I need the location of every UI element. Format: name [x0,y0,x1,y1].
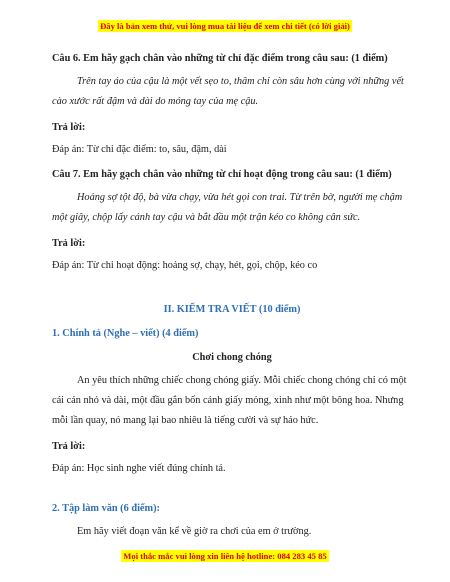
question-6-passage: Trên tay áo của cậu là một vết sẹo to, thâm chỉ còn sâu hơn cùng với những vết cào xước rất đậm và dài do móng tay của mẹ cậu. [52,76,404,107]
preview-notice-text: Đây là bản xem thử, vui lòng mua tài liệu để xem chi tiết (có lời giải) [100,21,350,31]
part-1-answer-label: Trả lời: [52,441,86,452]
section-2-heading: II. KIỂM TRA VIẾT (10 điểm) [163,304,301,315]
part-2-heading: 2. Tập làm văn (6 điểm): [52,503,160,514]
question-7-passage: Hoảng sợ tột độ, bà vừa chạy, vừa hét gọi con trai. Từ trên bờ, người mẹ chậm một giây, chộp lấy cánh tay cậu và bắt đầu một trận kéo co không cân sức. [52,192,403,223]
document-content [52,40,412,542]
part-1-heading: 1. Chính tả (Nghe – viết) (4 điểm) [52,328,199,339]
question-6-answer: Đáp án: Từ chỉ đặc điểm: to, sâu, đậm, dài [52,144,227,155]
question-7-title: Câu 7. Em hãy gạch chân vào những từ chỉ hoạt động trong câu sau: (1 điểm) [52,169,392,180]
question-6-title: Câu 6. Em hãy gạch chân vào những từ chỉ đặc điểm trong câu sau: (1 điểm) [52,53,388,64]
question-6-answer-label: Trả lời: [52,122,86,133]
part-2-prompt: Em hãy viết đoạn văn kể về giờ ra chơi của em ở trường. [77,526,312,537]
question-7-answer: Đáp án: Từ chỉ hoạt động: hoảng sợ, chạy, hét, gọi, chộp, kéo co [52,260,318,271]
preview-notice-banner [0,16,450,34]
dictation-text: An yêu thích những chiếc chong chóng giấy. Mỗi chiếc chong chóng chỉ có một cái cán nhỏ và dài, một đầu gắn bốn cánh giấy mỏng, xinh như một bông hoa. Nhưng mỗi lần quay, nó mang lại bao nhiêu là tiếng cười và sự háo hức. [52,375,407,426]
question-7-answer-label: Trả lời: [52,238,86,249]
dictation-title: Chơi chong chóng [192,352,272,363]
hotline-notice-banner [0,546,450,564]
part-1-answer: Đáp án: Học sinh nghe viết đúng chính tả. [52,463,226,474]
hotline-notice-text: Mọi thắc mắc vui lòng xin liên hệ hotline: 084 283 45 85 [123,551,327,561]
